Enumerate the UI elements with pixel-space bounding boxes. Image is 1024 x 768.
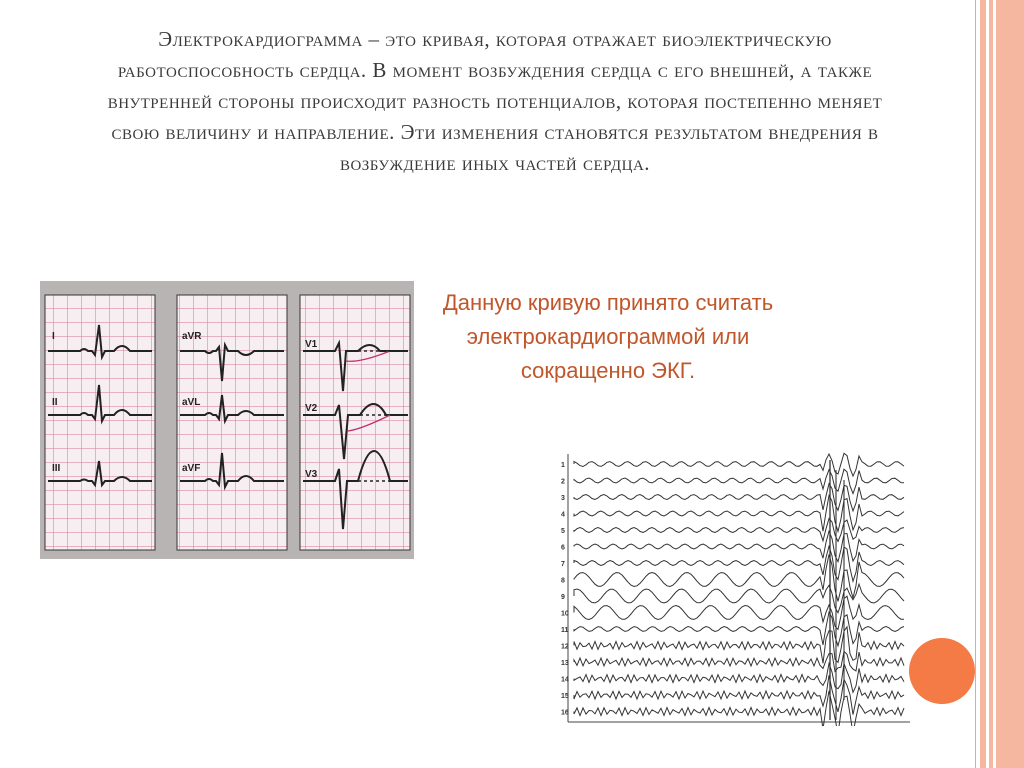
ecg-12-lead-figure — [40, 281, 414, 559]
lead-label-aVR: aVR — [182, 331, 202, 342]
row-number: 16 — [561, 709, 569, 717]
ecg-channel-trace — [574, 496, 904, 532]
row-number: 8 — [561, 577, 565, 585]
ecg-channel-trace — [574, 453, 904, 476]
lead-label-V3: V3 — [305, 469, 318, 480]
ecg-channel-trace — [574, 531, 904, 561]
row-number: 11 — [561, 627, 569, 634]
lead-label-III: III — [52, 463, 61, 474]
decorative-circle — [909, 638, 975, 704]
lead-label-V2: V2 — [305, 403, 318, 414]
row-number: 2 — [561, 478, 565, 486]
lead-label-II: II — [52, 397, 58, 408]
ecg-12-lead-image — [40, 281, 414, 559]
ecg-multichannel-figure — [560, 450, 910, 726]
row-number: 14 — [561, 676, 569, 684]
row-number: 4 — [561, 511, 565, 519]
row-number: 7 — [561, 561, 565, 568]
row-number: 5 — [561, 528, 565, 535]
ecg-multichannel-image — [560, 450, 910, 726]
ecg-channel-trace — [574, 519, 904, 542]
ecg-channel-trace — [574, 627, 904, 663]
ecg-channel-trace — [574, 596, 904, 629]
row-number: 10 — [561, 610, 569, 618]
lead-label-aVF: aVF — [182, 463, 201, 474]
lead-label-I: I — [52, 331, 55, 342]
row-number: 1 — [561, 462, 565, 469]
lead-label-V1: V1 — [305, 339, 318, 350]
main-paragraph: Электрокардиограмма – это кривая, которая отражает биоэлектрическую работоспособность сердца. В момент возбуждения сердца с его внешней, а также внутренней стороны происходит разность потенциалов, которая постепенно меняет свою величину и направление. Эти изменения становятся результатом внедрения в возбуждение иных частей сердца. — [107, 27, 883, 175]
ecg-definition-text: Данную кривую принято считать электрокардиограммой или сокращенно ЭКГ. — [442, 290, 774, 383]
row-number: 9 — [561, 594, 565, 601]
ecg-channel-trace — [574, 651, 904, 671]
row-number: 6 — [561, 544, 565, 552]
row-number: 15 — [561, 693, 569, 700]
ecg-channel-trace — [574, 663, 904, 692]
row-number: 3 — [561, 495, 565, 502]
ecg-channel-trace — [574, 675, 904, 714]
decorative-side-stripes — [980, 0, 1024, 768]
ecg-channel-trace — [574, 484, 904, 511]
ecg-channel-trace — [574, 584, 904, 613]
frame-line — [975, 0, 976, 768]
row-number: 13 — [561, 660, 569, 667]
lead-label-aVL: aVL — [182, 397, 201, 408]
row-number: 12 — [561, 643, 569, 651]
